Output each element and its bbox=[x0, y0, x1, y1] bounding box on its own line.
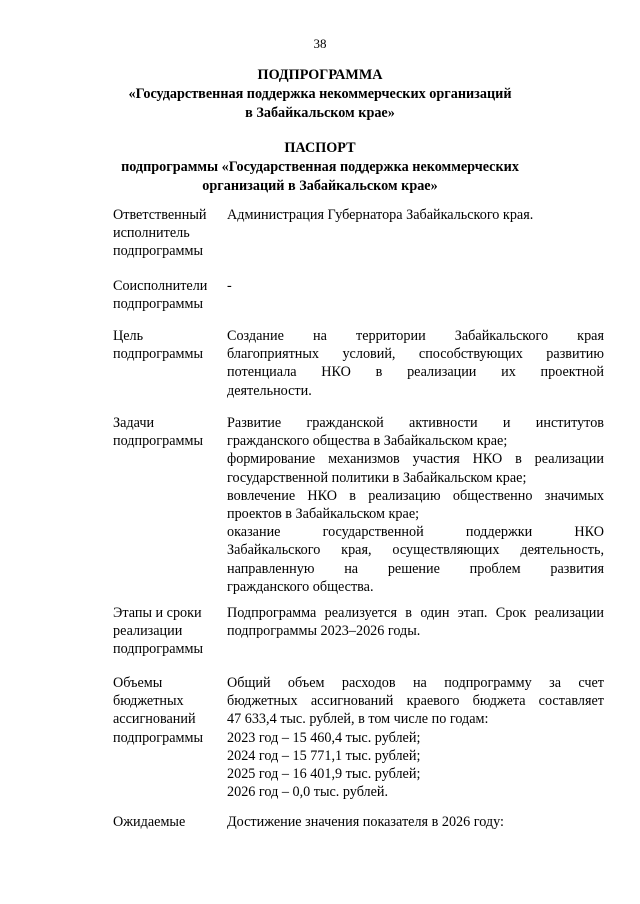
row-value-line: 2024 год – 15 771,1 тыс. рублей; bbox=[227, 747, 421, 764]
row-label-line: Цель bbox=[113, 328, 144, 344]
row-label-line: Соисполнители bbox=[113, 278, 208, 294]
row-value-line: 2025 год – 16 401,9 тыс. рублей; bbox=[227, 765, 421, 782]
row-value-line: подпрограммы 2023–2026 годы. bbox=[227, 623, 421, 640]
row-label bbox=[113, 206, 221, 261]
row-label-line: подпрограммы bbox=[113, 729, 203, 746]
subprogram-title-line: «Государственная поддержка некоммерческих организаций bbox=[128, 86, 512, 102]
row-label bbox=[113, 414, 221, 450]
row-label-line: Ответственный bbox=[113, 207, 207, 223]
row-label bbox=[113, 813, 221, 831]
row-label-line: подпрограммы bbox=[113, 433, 203, 450]
passport-title bbox=[90, 139, 550, 196]
row-value-line: оказание государственной поддержки НКО bbox=[227, 524, 604, 541]
row-value-line: деятельности. bbox=[227, 382, 312, 399]
row-value-line: вовлечение НКО в реализацию общественно значимых bbox=[227, 487, 604, 504]
row-label-line: реализации bbox=[113, 623, 183, 640]
row-label-line: бюджетных bbox=[113, 693, 184, 710]
row-label bbox=[113, 277, 221, 313]
row-value-line: Развитие гражданской активности и институтов bbox=[227, 415, 604, 431]
row-label-line: подпрограммы bbox=[113, 243, 203, 260]
row-label-line: Объемы bbox=[113, 675, 163, 691]
row-value-line: бюджетных ассигнований краевого бюджета составляет bbox=[227, 693, 604, 710]
row-value-line: Достижение значения показателя в 2026 году: bbox=[227, 814, 505, 830]
subprogram-title-line: ПОДПРОГРАММА bbox=[257, 67, 383, 83]
row-value-line: Подпрограмма реализуется в один этап. Срок реализации bbox=[227, 605, 604, 621]
row-label-line: Ожидаемые bbox=[113, 814, 186, 830]
row-label bbox=[113, 674, 221, 747]
row-value-line: 47 633,4 тыс. рублей, в том числе по годам: bbox=[227, 711, 489, 728]
row-label-line: исполнитель bbox=[113, 225, 190, 242]
row-value bbox=[227, 327, 604, 400]
row-value bbox=[227, 813, 604, 831]
row-label bbox=[113, 604, 221, 659]
subprogram-title-line: в Забайкальском крае» bbox=[245, 105, 395, 121]
row-value-line: Общий объем расходов на подпрограмму за счет bbox=[227, 675, 604, 691]
passport-title-line: организаций в Забайкальском крае» bbox=[202, 178, 438, 194]
row-value-line: - bbox=[227, 278, 232, 294]
row-value-line: направленную на решение проблем развития bbox=[227, 560, 604, 577]
row-value-line: потенциала НКО в реализации их проектной bbox=[227, 364, 604, 381]
row-value-line: Администрация Губернатора Забайкальского края. bbox=[227, 207, 534, 223]
row-label-line: ассигнований bbox=[113, 711, 196, 728]
row-value bbox=[227, 674, 604, 801]
row-value-line: государственной политики в Забайкальском крае; bbox=[227, 469, 527, 486]
row-value bbox=[227, 206, 604, 224]
row-value-line: Забайкальского края, осуществляющих деятельность, bbox=[227, 542, 604, 559]
subprogram-title bbox=[90, 66, 550, 123]
row-value-line: 2026 год – 0,0 тыс. рублей. bbox=[227, 784, 389, 801]
row-label-line: подпрограммы bbox=[113, 296, 203, 313]
row-value bbox=[227, 277, 604, 295]
page-number: 38 bbox=[313, 36, 327, 51]
row-value bbox=[227, 604, 604, 640]
row-value-line: гражданского общества. bbox=[227, 578, 374, 595]
passport-title-line: ПАСПОРТ bbox=[284, 140, 356, 156]
row-value-line: формирование механизмов участия НКО в реализации bbox=[227, 451, 604, 468]
row-value-line: 2023 год – 15 460,4 тыс. рублей; bbox=[227, 729, 421, 746]
row-value-line: Создание на территории Забайкальского края bbox=[227, 328, 604, 344]
row-label-line: подпрограммы bbox=[113, 346, 203, 363]
row-label-line: Задачи bbox=[113, 415, 155, 431]
row-value bbox=[227, 414, 604, 596]
row-value-line: благоприятных условий, способствующих развитию bbox=[227, 346, 604, 363]
row-label-line: Этапы и сроки bbox=[113, 605, 202, 621]
row-label-line: подпрограммы bbox=[113, 641, 203, 658]
row-value-line: гражданского общества в Забайкальском крае; bbox=[227, 433, 508, 450]
passport-title-line: подпрограммы «Государственная поддержка некоммерческих bbox=[121, 159, 519, 175]
row-value-line: проектов в Забайкальском крае; bbox=[227, 505, 420, 522]
row-label bbox=[113, 327, 221, 363]
